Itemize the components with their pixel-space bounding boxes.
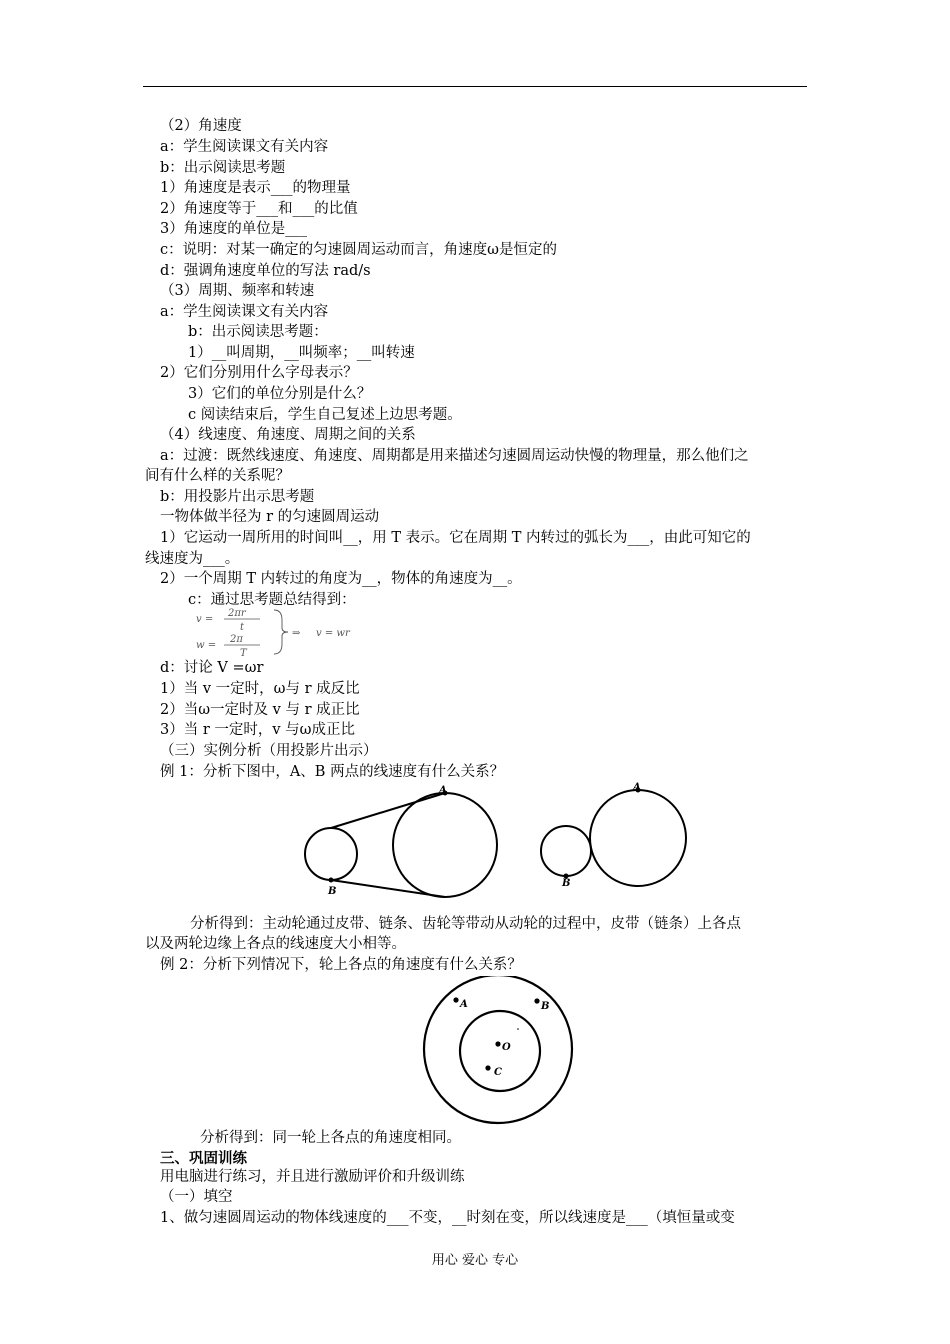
text-line: c：通过思考题总结得到： bbox=[188, 592, 356, 608]
text-line: a：学生阅读课文有关内容 bbox=[160, 139, 329, 155]
text-line: 2）角速度等于___和___的比值 bbox=[160, 201, 358, 217]
text-line: 线速度为___。 bbox=[145, 551, 240, 567]
example-1: 例 1：分析下图中，A、B 两点的线速度有什么关系？ bbox=[160, 764, 505, 780]
text-line: 1）角速度是表示___的物理量 bbox=[160, 180, 351, 196]
formula-v-lhs: v = bbox=[196, 614, 214, 625]
text-line: 2）当ω一定时及 v 与 r 成正比 bbox=[160, 702, 360, 718]
text-line: d：讨论 V =ωr bbox=[160, 660, 264, 676]
large-wheel bbox=[590, 790, 686, 886]
header-rule bbox=[143, 86, 807, 87]
section-angular-velocity: （2）角速度 bbox=[160, 118, 242, 134]
text-line: 间有什么样的关系呢？ bbox=[145, 468, 290, 484]
label-a2: A bbox=[633, 782, 641, 793]
formula-w-numerator: 2π bbox=[230, 634, 243, 645]
text-line: 一物体做半径为 r 的匀速圆周运动 bbox=[160, 509, 380, 525]
text-line: 分析得到：主动轮通过皮带、链条、齿轮等带动从动轮的过程中，皮带（链条）上各点 bbox=[190, 916, 741, 932]
text-line: c 阅读结束后，学生自己复述上边思考题。 bbox=[188, 407, 462, 423]
label-o: O bbox=[502, 1042, 511, 1053]
text-line: 分析得到：同一轮上各点的角速度相同。 bbox=[200, 1130, 461, 1146]
label-a1: A bbox=[439, 785, 447, 796]
text-line: 3）角速度的单位是___ bbox=[160, 221, 307, 237]
text-line: 用电脑进行练习，并且进行激励评价和升级训练 bbox=[160, 1169, 465, 1185]
text-line: d：强调角速度单位的写法 rad/s bbox=[160, 263, 371, 279]
label-b2: B bbox=[562, 878, 571, 889]
example-2: 例 2：分析下列情况下，轮上各点的角速度有什么关系？ bbox=[160, 957, 522, 973]
example1-figure bbox=[302, 782, 694, 908]
label-a: A bbox=[460, 999, 468, 1010]
formula-figure bbox=[190, 606, 390, 658]
text-line: b：出示阅读思考题 bbox=[160, 160, 286, 176]
text-line: 3）它们的单位分别是什么？ bbox=[188, 386, 372, 402]
small-wheel bbox=[541, 826, 591, 876]
text-line: a：学生阅读课文有关内容 bbox=[160, 304, 329, 320]
page-footer: 用心 爱心 专心 bbox=[431, 1253, 519, 1268]
text-line: 2）一个周期 T 内转过的角度为__，物体的角速度为__。 bbox=[160, 571, 522, 587]
section-examples: （三）实例分析（用投影片出示） bbox=[160, 743, 378, 759]
example2-figure bbox=[420, 976, 576, 1126]
text-line: b：用投影片出示思考题 bbox=[160, 489, 315, 505]
question-1: 1、做匀速圆周运动的物体线速度的___不变，__时刻在变，所以线速度是___（填恒量或变 bbox=[160, 1210, 735, 1226]
formula-v-denominator: t bbox=[240, 622, 245, 633]
formula-w-denominator: T bbox=[240, 648, 247, 658]
text-line: b：出示阅读思考题： bbox=[188, 324, 328, 340]
text-line: 1）当 v 一定时，ω与 r 成反比 bbox=[160, 681, 360, 697]
inner-wheel bbox=[460, 1011, 540, 1091]
text-line: c：说明：对某一确定的匀速圆周运动而言，角速度ω是恒定的 bbox=[160, 242, 557, 258]
section-fill-in: （一）填空 bbox=[160, 1189, 233, 1205]
belt-top bbox=[331, 793, 445, 828]
section-period: （3）周期、频率和转速 bbox=[160, 283, 315, 299]
text-line: 3）当 r 一定时，v 与ω成正比 bbox=[160, 722, 355, 738]
section-consolidation: 三、巩固训练 bbox=[160, 1150, 247, 1167]
text-line: 1）__叫周期，__叫频率；__叫转速 bbox=[188, 345, 415, 361]
label-b: B bbox=[541, 1001, 550, 1012]
label-c: C bbox=[494, 1067, 502, 1078]
formula-v-numerator: 2πr bbox=[228, 608, 246, 619]
formula-arrow: ⇒ bbox=[292, 628, 301, 639]
formula-w-lhs: w = bbox=[196, 640, 217, 651]
outer-wheel bbox=[424, 976, 572, 1123]
text-line: 以及两轮边缘上各点的线速度大小相等。 bbox=[145, 936, 406, 952]
formula-result: v = wr bbox=[316, 628, 350, 639]
text-line: a：过渡：既然线速度、角速度、周期都是用来描述匀速圆周运动快慢的物理量，那么他们之 bbox=[160, 448, 749, 464]
belt-bottom bbox=[331, 880, 445, 897]
section-relationship: （4）线速度、角速度、周期之间的关系 bbox=[160, 427, 416, 443]
small-pulley bbox=[305, 828, 357, 880]
text-line: 2）它们分别用什么字母表示？ bbox=[160, 365, 358, 381]
text-line: 1）它运动一周所用的时间叫__，用 T 表示。它在周期 T 内转过的弧长为___，由此可知它的 bbox=[160, 530, 751, 546]
large-pulley bbox=[393, 793, 497, 897]
label-b1: B bbox=[328, 886, 337, 897]
